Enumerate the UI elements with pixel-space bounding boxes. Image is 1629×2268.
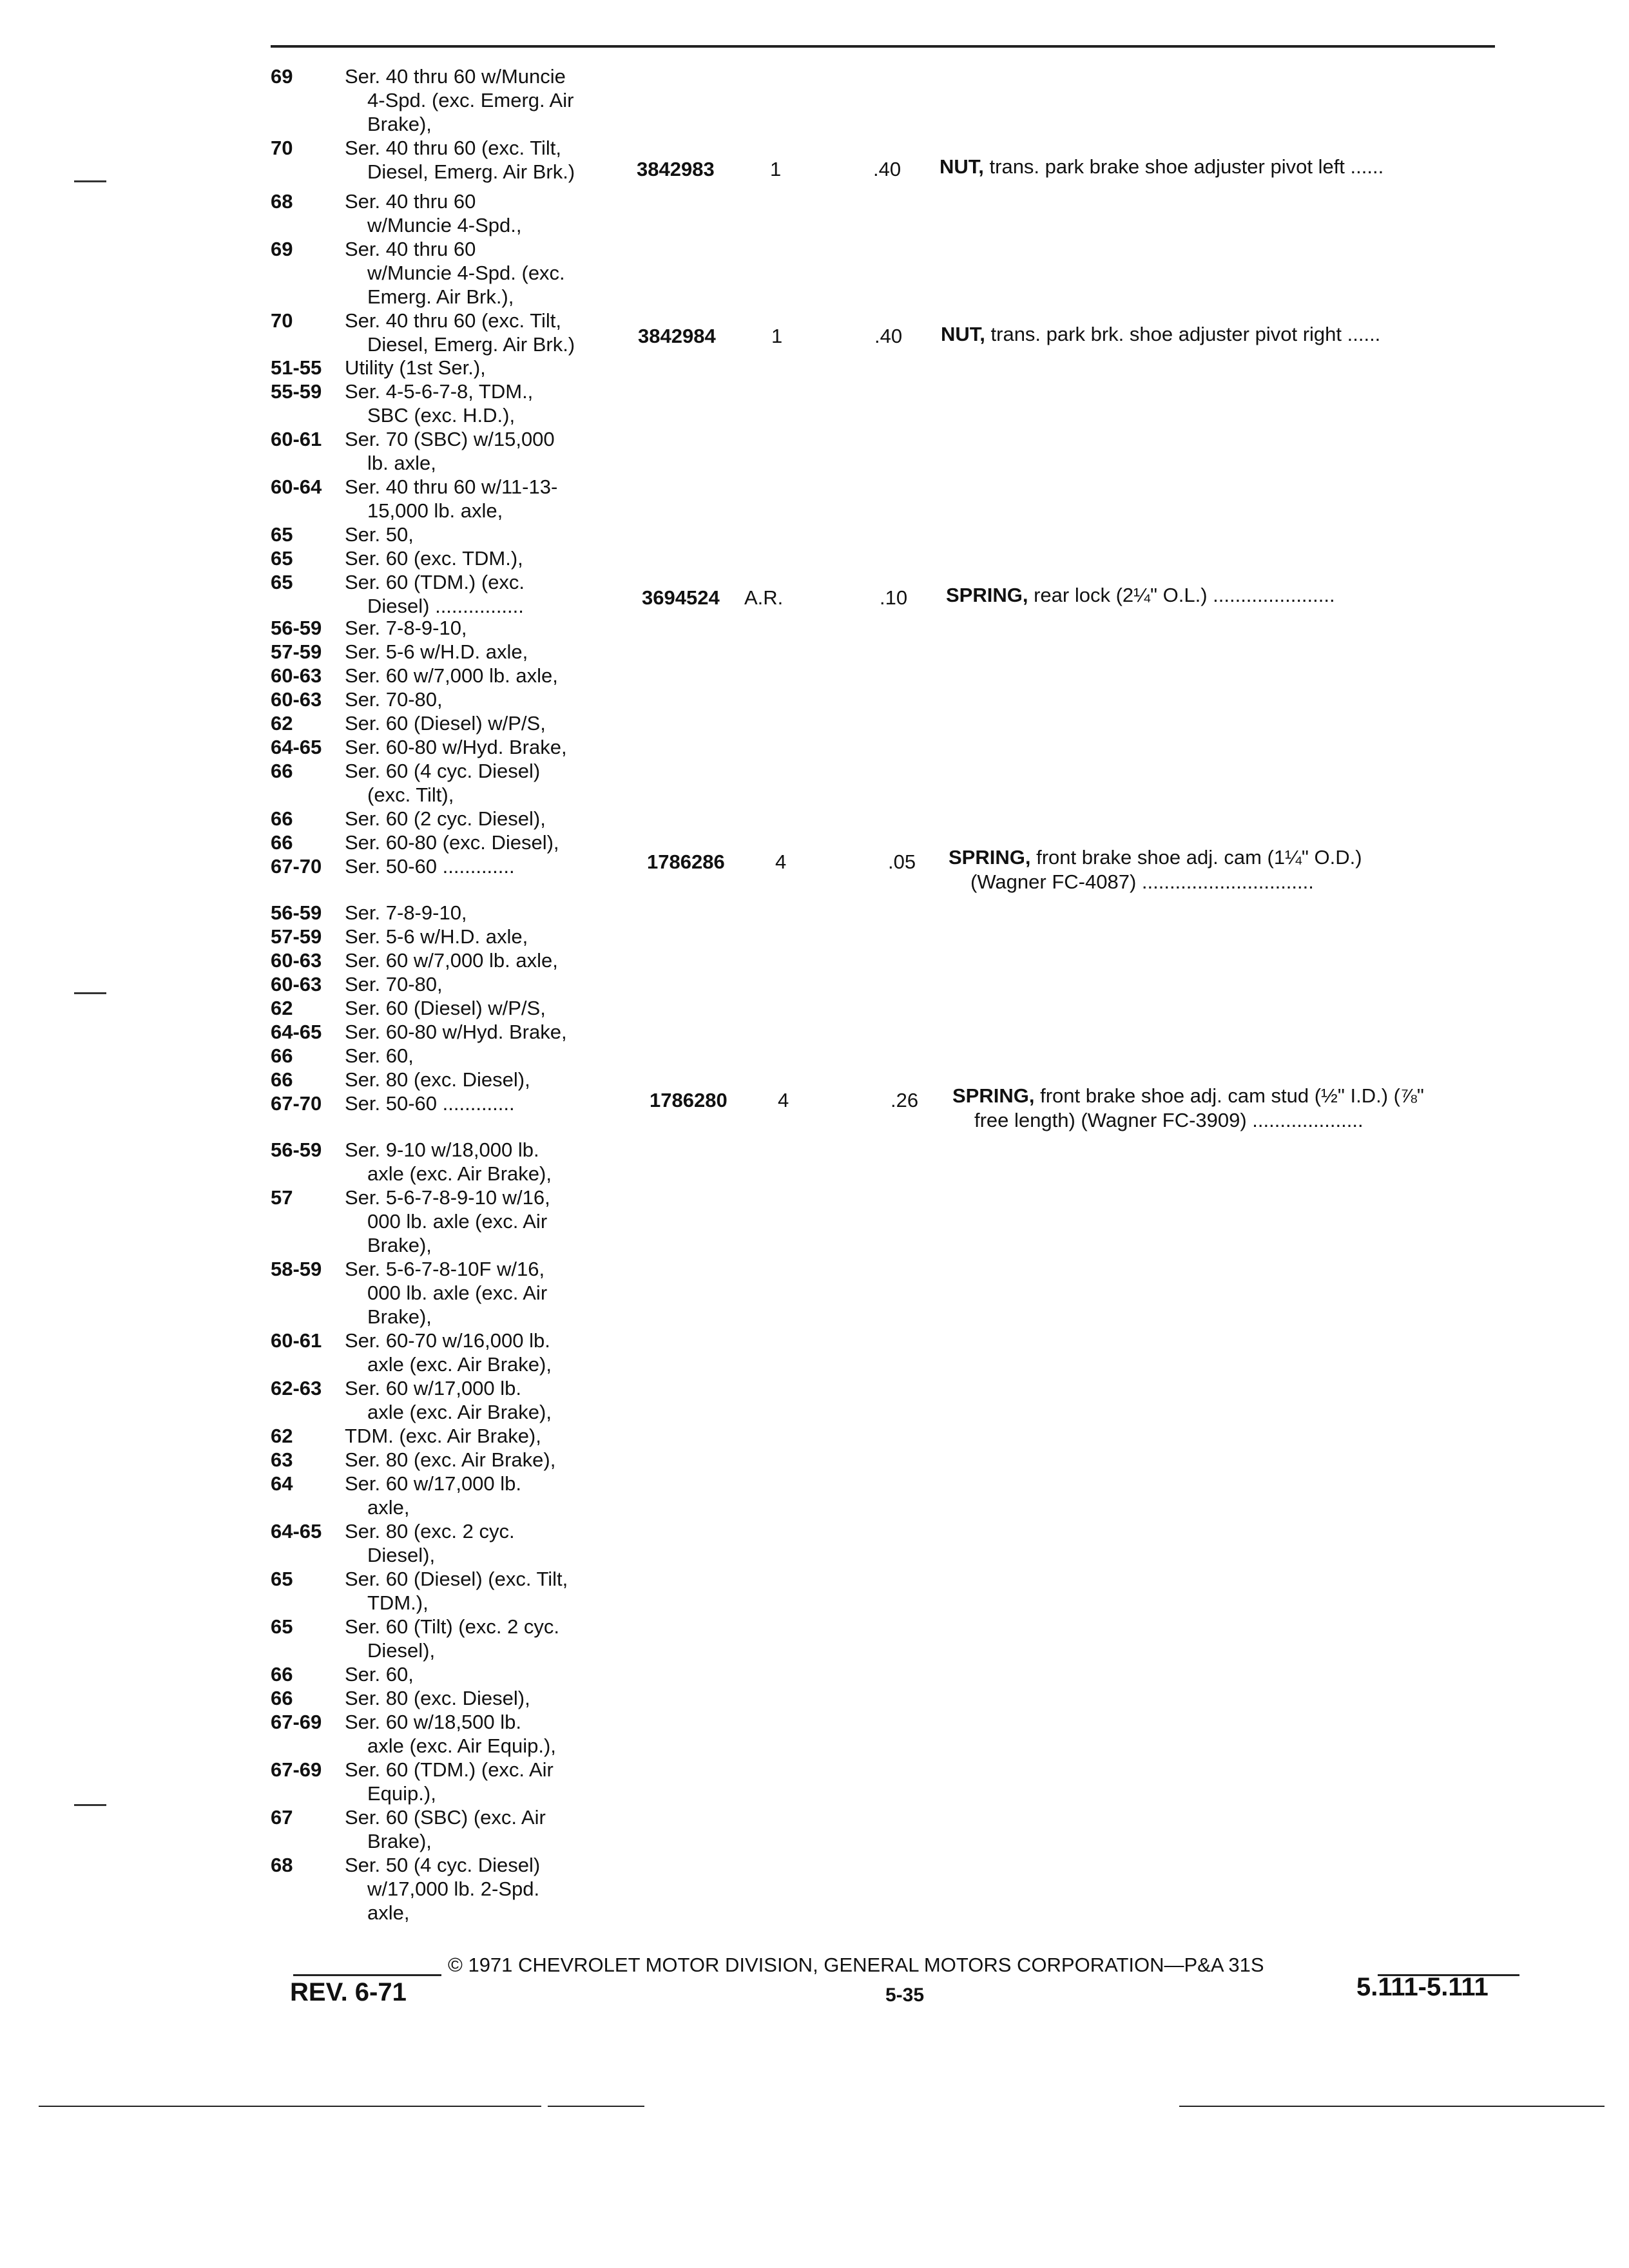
description-line: Ser. 4-5-6-7-8, TDM., [345, 380, 534, 403]
description-line: Ser. 70-80, [345, 688, 443, 711]
model-year: 66 [271, 760, 293, 782]
description-line: Ser. 5-6 w/H.D. axle, [345, 925, 528, 948]
item-name: SPRING, [946, 584, 1028, 606]
model-year: 65 [271, 523, 293, 546]
application-row [271, 807, 638, 831]
application-description [345, 735, 638, 759]
description-line: Ser. 60-80 w/Hyd. Brake, [345, 1021, 567, 1043]
description-line: Ser. 60 w/7,000 lb. axle, [345, 664, 558, 687]
price: .26 [891, 1089, 919, 1111]
description-line: Ser. 60 w/7,000 lb. axle, [345, 949, 558, 972]
description-line: 000 lb. axle (exc. Air [367, 1282, 548, 1304]
model-year: 69 [271, 65, 293, 88]
model-year: 67 [271, 1806, 293, 1829]
application-description [345, 1758, 638, 1805]
footer-rule-left [293, 1974, 441, 1976]
description-line: Ser. 60, [345, 1663, 414, 1686]
application-description [345, 1686, 638, 1710]
application-description [345, 1138, 638, 1186]
description-line: Ser. 50-60 ............. [345, 855, 515, 878]
entry-group-continued [271, 1138, 638, 1925]
model-year: 64-65 [271, 736, 322, 758]
quantity: 4 [778, 1089, 789, 1111]
description-line: w/Muncie 4-Spd. (exc. [367, 262, 565, 284]
application-description [345, 380, 638, 427]
model-year: 66 [271, 1663, 293, 1686]
item-name: NUT, [941, 323, 985, 345]
application-description [345, 1448, 638, 1472]
application-row [271, 1020, 638, 1044]
description-line: Ser. 50-60 ............. [345, 1092, 515, 1115]
quantity: 1 [770, 158, 782, 180]
application-row [271, 1472, 638, 1519]
item-desc-cont: free length) (Wagner FC-3909) .................... [974, 1109, 1364, 1131]
application-row [271, 1138, 638, 1186]
description-line: Ser. 60-80 w/Hyd. Brake, [345, 736, 567, 758]
item-description [949, 845, 1362, 894]
model-year: 70 [271, 309, 293, 332]
item-description [946, 583, 1335, 608]
quantity: 4 [775, 850, 787, 873]
application-description [345, 1376, 638, 1424]
item-desc: front brake shoe adj. cam stud (½" I.D.) (⅞" [1040, 1084, 1424, 1107]
entry-group-nut-right [271, 189, 638, 356]
item-description [940, 155, 1383, 179]
description-line: Ser. 80 (exc. Diesel), [345, 1687, 530, 1709]
description-line: Ser. 70-80, [345, 973, 443, 995]
description-line: Ser. 5-6 w/H.D. axle, [345, 640, 528, 663]
model-year: 66 [271, 831, 293, 854]
application-row [271, 356, 638, 380]
item-description [952, 1084, 1424, 1133]
model-year: 66 [271, 1068, 293, 1091]
description-line: Ser. 60 w/17,000 lb. [345, 1377, 522, 1399]
description-line: axle, [367, 1496, 410, 1519]
model-year: 60-61 [271, 428, 322, 450]
description-line: lb. axle, [367, 452, 436, 474]
model-year: 55-59 [271, 380, 322, 403]
model-year: 62-63 [271, 1377, 322, 1399]
application-row [271, 735, 638, 759]
description-line: Ser. 40 thru 60 w/11-13- [345, 476, 558, 498]
application-row [271, 1091, 638, 1115]
description-line: Ser. 40 thru 60 (exc. Tilt, [345, 309, 561, 332]
application-row [271, 854, 638, 878]
item-desc: rear lock (2¼" O.L.) ...................... [1034, 584, 1335, 606]
model-year: 69 [271, 238, 293, 260]
description-line: Ser. 80 (exc. 2 cyc. [345, 1520, 515, 1542]
application-row [271, 1376, 638, 1424]
part-number: 3842983 [637, 158, 715, 180]
item-name: SPRING, [952, 1084, 1035, 1107]
price: .40 [873, 158, 901, 180]
model-year: 67-69 [271, 1711, 322, 1733]
application-row [271, 1448, 638, 1472]
description-line: Emerg. Air Brk.), [367, 285, 514, 308]
model-year: 64-65 [271, 1021, 322, 1043]
entry-group-spring-cam [271, 616, 638, 878]
description-line: Ser. 70 (SBC) w/15,000 [345, 428, 555, 450]
model-year: 65 [271, 547, 293, 570]
description-line: Ser. 60 (TDM.) (exc. Air [345, 1758, 554, 1781]
application-row [271, 309, 638, 356]
description-line: (exc. Tilt), [367, 783, 454, 806]
model-year: 58-59 [271, 1258, 322, 1280]
item-desc: trans. park brake shoe adjuster pivot left ...... [989, 155, 1384, 178]
application-row [271, 1424, 638, 1448]
description-line: Diesel, Emerg. Air Brk.) [367, 333, 575, 356]
model-year: 64 [271, 1472, 293, 1495]
application-description [345, 1567, 638, 1615]
description-line: Ser. 60 w/17,000 lb. [345, 1472, 522, 1495]
application-row [271, 546, 638, 570]
model-year: 60-63 [271, 664, 322, 687]
margin-mark-2 [74, 992, 106, 994]
revision-label: REV. 6-71 [290, 1978, 407, 2006]
description-line: Brake), [367, 1234, 432, 1256]
description-line: Ser. 60 (Diesel) (exc. Tilt, [345, 1568, 568, 1590]
description-line: SBC (exc. H.D.), [367, 404, 516, 427]
description-line: Ser. 40 thru 60 (exc. Tilt, [345, 137, 561, 159]
application-row [271, 475, 638, 523]
application-description [345, 64, 638, 136]
item-name: SPRING, [949, 846, 1031, 869]
part-number: 3694524 [642, 586, 720, 609]
description-line: Ser. 5-6-7-8-9-10 w/16, [345, 1186, 550, 1209]
application-row [271, 948, 638, 972]
entry-group-spring-cam-stud [271, 901, 638, 1115]
description-line: Equip.), [367, 1782, 436, 1805]
application-row [271, 1758, 638, 1805]
top-rule [271, 45, 1495, 48]
application-description [345, 189, 638, 237]
description-line: Ser. 9-10 w/18,000 lb. [345, 1139, 539, 1161]
application-row [271, 237, 638, 309]
bottom-rule-3 [1179, 2106, 1605, 2107]
application-row [271, 759, 638, 807]
application-row [271, 640, 638, 664]
margin-mark-3 [74, 1804, 106, 1806]
application-description [345, 1257, 638, 1329]
description-line: 15,000 lb. axle, [367, 499, 503, 522]
description-line: Ser. 60 (2 cyc. Diesel), [345, 807, 546, 830]
application-row [271, 972, 638, 996]
application-row [271, 1044, 638, 1068]
description-line: Ser. 60 (TDM.) (exc. [345, 571, 525, 593]
application-description [345, 1662, 638, 1686]
description-line: Ser. 60, [345, 1044, 414, 1067]
description-line: Brake), [367, 1830, 432, 1852]
application-description [345, 1710, 638, 1758]
application-description [345, 1091, 638, 1115]
model-year: 56-59 [271, 617, 322, 639]
application-row [271, 831, 638, 854]
description-line: TDM.), [367, 1591, 429, 1614]
model-year: 57 [271, 1186, 293, 1209]
description-line: Ser. 60 (Diesel) w/P/S, [345, 997, 546, 1019]
price: .05 [888, 850, 916, 873]
description-line: w/17,000 lb. 2-Spd. [367, 1878, 540, 1900]
application-description [345, 475, 638, 523]
quantity: 1 [771, 325, 783, 347]
application-row [271, 1186, 638, 1257]
model-year: 67-70 [271, 855, 322, 878]
model-year: 60-64 [271, 476, 322, 498]
application-description [345, 807, 638, 831]
application-description [345, 1519, 638, 1567]
application-row [271, 427, 638, 475]
description-line: Brake), [367, 113, 432, 135]
application-description [345, 1853, 638, 1925]
application-description [345, 996, 638, 1020]
description-line: w/Muncie 4-Spd., [367, 214, 522, 236]
description-line: Ser. 60 (Diesel) w/P/S, [345, 712, 546, 735]
description-line: Diesel), [367, 1544, 436, 1566]
application-description [345, 972, 638, 996]
price: .40 [874, 325, 903, 347]
part-number: 3842984 [638, 325, 716, 347]
model-year: 70 [271, 137, 293, 159]
description-line: Ser. 50 (4 cyc. Diesel) [345, 1854, 541, 1876]
model-year: 57-59 [271, 640, 322, 663]
description-line: axle (exc. Air Brake), [367, 1401, 552, 1423]
application-row [271, 1805, 638, 1853]
description-line: axle (exc. Air Brake), [367, 1162, 552, 1185]
application-description [345, 664, 638, 687]
description-line: Ser. 60-80 (exc. Diesel), [345, 831, 559, 854]
application-description [345, 616, 638, 640]
model-year: 60-63 [271, 973, 322, 995]
section-number: 5.111-5.111 [1356, 1973, 1489, 2001]
part-number: 1786280 [650, 1089, 728, 1111]
model-year: 60-63 [271, 688, 322, 711]
description-line: Ser. 40 thru 60 [345, 238, 476, 260]
application-row [271, 1710, 638, 1758]
description-line: Ser. 40 thru 60 w/Muncie [345, 65, 566, 88]
application-description [345, 711, 638, 735]
bottom-rule-2 [548, 2106, 644, 2107]
description-line: Ser. 5-6-7-8-10F w/16, [345, 1258, 545, 1280]
model-year: 68 [271, 1854, 293, 1876]
model-year: 62 [271, 997, 293, 1019]
description-line: Utility (1st Ser.), [345, 356, 486, 379]
description-line: 000 lb. axle (exc. Air [367, 1210, 548, 1233]
application-row [271, 687, 638, 711]
model-year: 51-55 [271, 356, 322, 379]
item-desc: trans. park brk. shoe adjuster pivot right ...... [990, 323, 1381, 345]
application-description [345, 1472, 638, 1519]
description-line: Ser. 60 (SBC) (exc. Air [345, 1806, 546, 1829]
application-row [271, 189, 638, 237]
application-description [345, 948, 638, 972]
model-year: 60-63 [271, 949, 322, 972]
application-description [345, 570, 638, 618]
item-desc-cont: (Wagner FC-4087) ............................... [970, 870, 1314, 893]
model-year: 66 [271, 1687, 293, 1709]
description-line: Ser. 40 thru 60 [345, 190, 476, 213]
model-year: 65 [271, 571, 293, 593]
description-line: Brake), [367, 1305, 432, 1328]
application-row [271, 1686, 638, 1710]
page-number: 5-35 [885, 1984, 925, 2006]
price: .10 [880, 586, 908, 609]
application-row [271, 901, 638, 925]
application-row [271, 1329, 638, 1376]
application-row [271, 380, 638, 427]
model-year: 56-59 [271, 901, 322, 924]
application-description [345, 1186, 638, 1257]
application-description [345, 1020, 638, 1044]
model-year: 66 [271, 1044, 293, 1067]
application-description [345, 1805, 638, 1853]
application-description [345, 925, 638, 948]
application-row [271, 1662, 638, 1686]
model-year: 62 [271, 1425, 293, 1447]
part-number: 1786286 [647, 850, 725, 873]
application-description [345, 640, 638, 664]
application-description [345, 356, 638, 380]
description-line: Ser. 60 w/18,500 lb. [345, 1711, 522, 1733]
quantity: A.R. [744, 586, 784, 609]
margin-mark-1 [74, 180, 106, 182]
application-row [271, 711, 638, 735]
application-description [345, 427, 638, 475]
application-row [271, 1615, 638, 1662]
application-description [345, 1615, 638, 1662]
model-year: 66 [271, 807, 293, 830]
description-line: Ser. 80 (exc. Air Brake), [345, 1448, 556, 1471]
model-year: 56-59 [271, 1139, 322, 1161]
description-line: TDM. (exc. Air Brake), [345, 1425, 541, 1447]
description-line: axle (exc. Air Brake), [367, 1353, 552, 1376]
application-description [345, 523, 638, 546]
application-row [271, 1519, 638, 1567]
application-row [271, 1068, 638, 1091]
description-line: axle, [367, 1901, 410, 1924]
application-description [345, 831, 638, 854]
model-year: 63 [271, 1448, 293, 1471]
application-row [271, 925, 638, 948]
application-description [345, 854, 638, 878]
description-line: Ser. 7-8-9-10, [345, 617, 467, 639]
model-year: 67-70 [271, 1092, 322, 1115]
description-line: Ser. 7-8-9-10, [345, 901, 467, 924]
model-year: 60-61 [271, 1329, 322, 1352]
application-description [345, 237, 638, 309]
application-row [271, 664, 638, 687]
model-year: 57-59 [271, 925, 322, 948]
application-row [271, 616, 638, 640]
application-row [271, 1567, 638, 1615]
description-line: Ser. 60 (exc. TDM.), [345, 547, 523, 570]
entry-group-nut-left [271, 64, 638, 184]
description-line: Ser. 80 (exc. Diesel), [345, 1068, 530, 1091]
description-line: axle (exc. Air Equip.), [367, 1735, 556, 1757]
application-description [345, 309, 638, 356]
application-description [345, 1329, 638, 1376]
application-row [271, 1853, 638, 1925]
description-line: Diesel, Emerg. Air Brk.) [367, 160, 575, 183]
description-line: Ser. 60 (Tilt) (exc. 2 cyc. [345, 1615, 560, 1638]
model-year: 68 [271, 190, 293, 213]
application-description [345, 759, 638, 807]
item-desc: front brake shoe adj. cam (1¼" O.D.) [1036, 846, 1362, 869]
item-name: NUT, [940, 155, 984, 178]
description-line: Diesel) ................ [367, 595, 524, 617]
bottom-rule-1 [39, 2106, 541, 2107]
application-description [345, 1044, 638, 1068]
item-description [941, 322, 1380, 347]
description-line: Diesel), [367, 1639, 436, 1662]
application-row [271, 136, 638, 184]
model-year: 65 [271, 1615, 293, 1638]
copyright-notice: © 1971 CHEVROLET MOTOR DIVISION, GENERAL MOTORS CORPORATION—P&A 31S [448, 1954, 1264, 1976]
model-year: 65 [271, 1568, 293, 1590]
application-description [345, 901, 638, 925]
application-row [271, 1257, 638, 1329]
model-year: 62 [271, 712, 293, 735]
model-year: 64-65 [271, 1520, 322, 1542]
application-description [345, 1424, 638, 1448]
description-line: Ser. 60 (4 cyc. Diesel) [345, 760, 541, 782]
description-line: Ser. 60-70 w/16,000 lb. [345, 1329, 550, 1352]
description-line: 4-Spd. (exc. Emerg. Air [367, 89, 574, 111]
application-row [271, 996, 638, 1020]
application-description [345, 546, 638, 570]
application-row [271, 570, 638, 618]
application-description [345, 136, 638, 184]
application-description [345, 1068, 638, 1091]
application-row [271, 523, 638, 546]
application-description [345, 687, 638, 711]
model-year: 67-69 [271, 1758, 322, 1781]
entry-group-spring-rear-lock [271, 356, 638, 618]
application-row [271, 64, 638, 136]
description-line: Ser. 50, [345, 523, 414, 546]
